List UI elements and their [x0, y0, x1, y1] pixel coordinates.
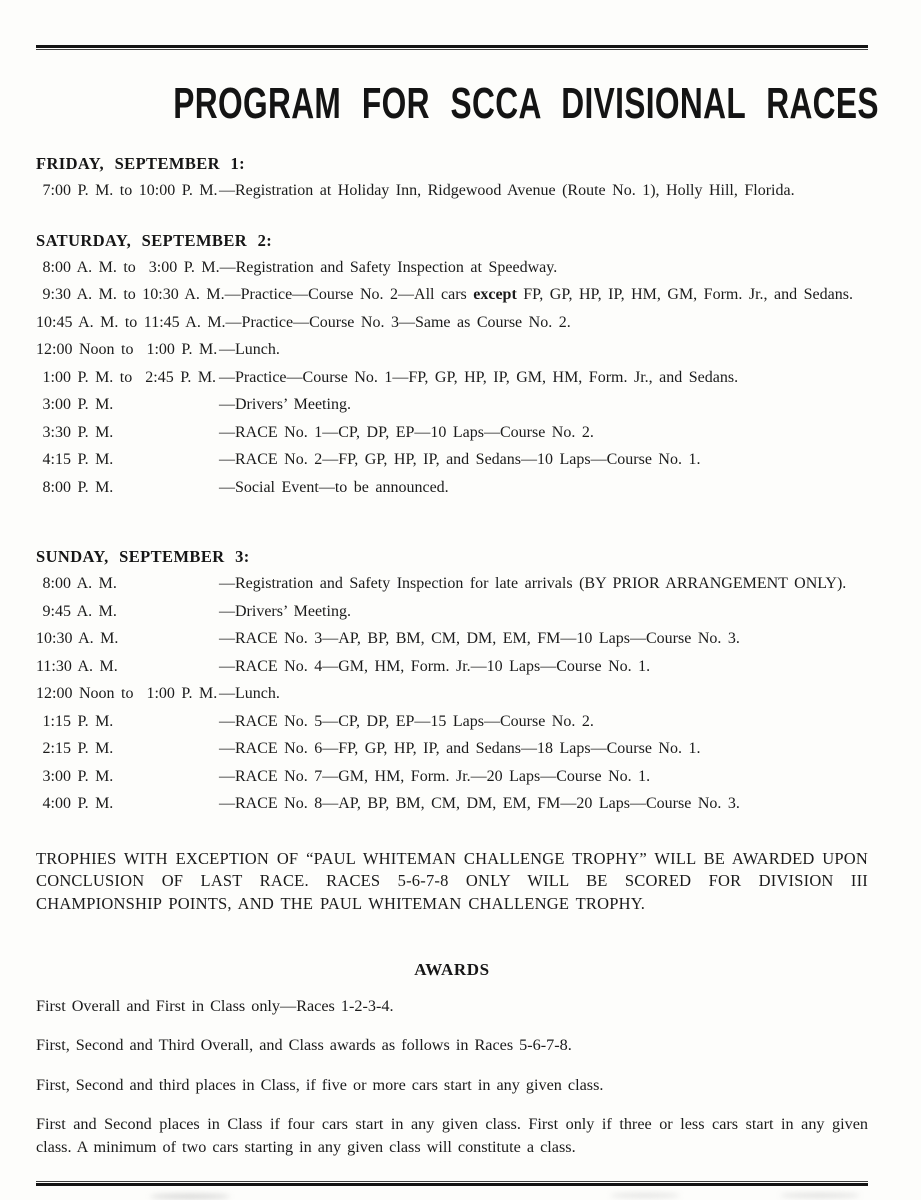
page-content: [0, 45, 921, 1186]
schedule-time: 7:00 P. M. to 10:00 P. M.: [36, 182, 218, 199]
schedule-time: 3:00 P. M.: [36, 767, 114, 785]
top-double-rule: [36, 45, 868, 50]
schedule-description-segment: —Registration at Holiday Inn, Ridgewood Avenue (Route No. 1), Holly Hill, Florida.: [219, 182, 795, 199]
schedule-description-segment: —Social Event—to be announced.: [219, 478, 449, 496]
schedule-time: 4:00 P. M.: [36, 795, 114, 812]
schedule-row: [36, 653, 868, 681]
schedule-description-segment: —Lunch.: [219, 685, 280, 702]
schedule-row: [36, 708, 868, 736]
schedule-description: [219, 177, 868, 205]
schedule-time: 10:45 A. M. to 11:45 A. M.: [36, 313, 226, 331]
schedule-time: 12:00 Noon to 1:00 P. M.: [36, 341, 218, 358]
top-rule-thick-line: [36, 45, 868, 48]
page-title: PROGRAM FOR SCCA DIVISIONAL RACES: [173, 79, 879, 128]
schedule-row: [36, 177, 868, 205]
schedule-row: [36, 763, 868, 791]
schedule-row: [36, 254, 868, 282]
schedule-description-segment: —Drivers’ Meeting.: [219, 602, 351, 620]
schedule-description-segment: —Practice—Course No. 2—All cars: [224, 286, 474, 303]
top-rule-thin-line: [36, 49, 868, 50]
schedule-description-segment: FP, GP, HP, IP, HM, GM, Form. Jr., and Sedans.: [516, 286, 853, 303]
schedule-time: 8:00 A. M. to 3:00 P. M.: [36, 258, 220, 276]
schedule-description: [219, 763, 868, 791]
schedule-description-segment: except: [473, 286, 517, 303]
schedule-description: [219, 570, 868, 598]
schedule-description-segment: —RACE No. 2—FP, GP, HP, IP, and Sedans—10 Laps—Course No. 1.: [219, 451, 701, 468]
bottom-rule-thin-line: [36, 1181, 868, 1182]
schedule-description: [219, 446, 868, 474]
schedule-row: [36, 281, 868, 309]
title-container: [36, 79, 879, 128]
schedule-description-segment: —RACE No. 3—AP, BP, BM, CM, DM, EM, FM—10 Laps—Course No. 3.: [219, 630, 740, 647]
schedule-description: [220, 254, 868, 282]
schedule-row: [36, 598, 868, 626]
schedule-description-segment: —Registration and Safety Inspection at Speedway.: [219, 258, 558, 276]
schedule-row: [36, 790, 868, 818]
bottom-rule-thick-line: [36, 1183, 868, 1186]
schedule-time: 11:30 A. M.: [36, 657, 118, 675]
schedule-day-section: [36, 231, 868, 502]
schedule-description-segment: —Practice—Course No. 3—Same as Course No. 2.: [225, 313, 571, 331]
schedule-row: [36, 625, 868, 653]
schedule-time: 4:15 P. M.: [36, 451, 114, 468]
schedule-row: [36, 735, 868, 763]
schedule-row: [36, 419, 868, 447]
schedule-row: [36, 680, 868, 708]
schedule-description-segment: —Drivers’ Meeting.: [219, 396, 351, 413]
schedule-description: [219, 474, 868, 502]
schedule-description: [219, 735, 868, 763]
schedule-sections: [36, 154, 868, 818]
schedule-row: [36, 446, 868, 474]
schedule-description: [219, 625, 868, 653]
schedule-description: [219, 336, 868, 364]
schedule-description-segment: —Practice—Course No. 1—FP, GP, HP, IP, GM, HM, Form. Jr., and Sedans.: [219, 368, 739, 386]
schedule-time: 2:15 P. M.: [36, 740, 114, 757]
awards-item: First, Second and Third Overall, and Class awards as follows in Races 5-6-7-8.: [36, 1036, 572, 1055]
schedule-time: 9:30 A. M. to 10:30 A. M.: [36, 286, 225, 303]
schedule-time: 10:30 A. M.: [36, 630, 119, 647]
schedule-description: [219, 653, 868, 681]
schedule-description-segment: —RACE No. 8—AP, BP, BM, CM, DM, EM, FM—20 Laps—Course No. 3.: [219, 795, 740, 812]
scan-edge-smudge: [610, 1193, 680, 1198]
schedule-description: [219, 419, 868, 447]
schedule-description-segment: —RACE No. 6—FP, GP, HP, IP, and Sedans—18 Laps—Course No. 1.: [219, 740, 701, 757]
schedule-description-segment: —Lunch.: [219, 341, 280, 358]
schedule-day-section: [36, 547, 868, 818]
schedule-time: 1:00 P. M. to 2:45 P. M.: [36, 368, 217, 386]
schedule-description-segment: —RACE No. 1—CP, DP, EP—10 Laps—Course No. 2.: [219, 423, 594, 441]
schedule-description: [225, 281, 868, 309]
schedule-row: [36, 364, 868, 392]
schedule-row: [36, 391, 868, 419]
schedule-description: [219, 598, 868, 626]
schedule-description-segment: —RACE No. 5—CP, DP, EP—15 Laps—Course No. 2.: [219, 712, 594, 730]
awards-heading: AWARDS: [414, 960, 490, 979]
schedule-time: 9:45 A. M.: [36, 602, 117, 620]
trophies-note: TROPHIES WITH EXCEPTION OF “PAUL WHITEMAN CHALLENGE TROPHY” WILL BE AWARDED UPON CONCLUSION OF LAST RACE. RACES 5-6-7-8 ONLY WILL BE SCORED FOR DIVISION III CHAMPIONSHIP POINTS, AND THE PAUL WHITEMAN CHALLENGE TROPHY.: [36, 848, 868, 913]
schedule-row: [36, 474, 868, 502]
day-heading: SUNDAY, SEPTEMBER 3:: [36, 547, 250, 566]
scan-edge-smudge: [780, 1193, 860, 1198]
schedule-description: [219, 790, 868, 818]
day-heading: FRIDAY, SEPTEMBER 1:: [36, 154, 246, 173]
schedule-time: 1:15 P. M.: [36, 712, 114, 730]
schedule-description: [219, 708, 868, 736]
awards-list: [36, 995, 868, 1159]
bottom-double-rule: [36, 1181, 868, 1186]
schedule-description: [219, 391, 868, 419]
schedule-row: [36, 336, 868, 364]
schedule-description: [226, 309, 868, 337]
schedule-time: 3:00 P. M.: [36, 396, 114, 413]
schedule-description-segment: —RACE No. 7—GM, HM, Form. Jr.—20 Laps—Course No. 1.: [219, 767, 651, 785]
awards-item: First Overall and First in Class only—Races 1-2-3-4.: [36, 997, 394, 1016]
schedule-time: 8:00 A. M.: [36, 575, 117, 592]
awards-item: First, Second and third places in Class, if five or more cars start in any given class.: [36, 1075, 604, 1094]
schedule-time: 12:00 Noon to 1:00 P. M.: [36, 685, 218, 702]
schedule-row: [36, 309, 868, 337]
schedule-description: [219, 680, 868, 708]
day-heading: SATURDAY, SEPTEMBER 2:: [36, 230, 273, 250]
scan-edge-smudge: [150, 1194, 230, 1199]
awards-item: First and Second places in Class if four cars start in any given class. First only if three or less cars start in any given class. A minimum of two cars starting in any given class will constitute a class.: [36, 1114, 868, 1156]
schedule-description-segment: —RACE No. 4—GM, HM, Form. Jr.—10 Laps—Course No. 1.: [219, 657, 651, 675]
schedule-description-segment: —Registration and Safety Inspection for late arrivals (BY PRIOR ARRANGEMENT ONLY).: [219, 575, 847, 592]
schedule-time: 3:30 P. M.: [36, 423, 114, 441]
schedule-time: 8:00 P. M.: [36, 478, 114, 496]
schedule-day-section: [36, 154, 868, 205]
schedule-description: [219, 364, 868, 392]
schedule-row: [36, 570, 868, 598]
